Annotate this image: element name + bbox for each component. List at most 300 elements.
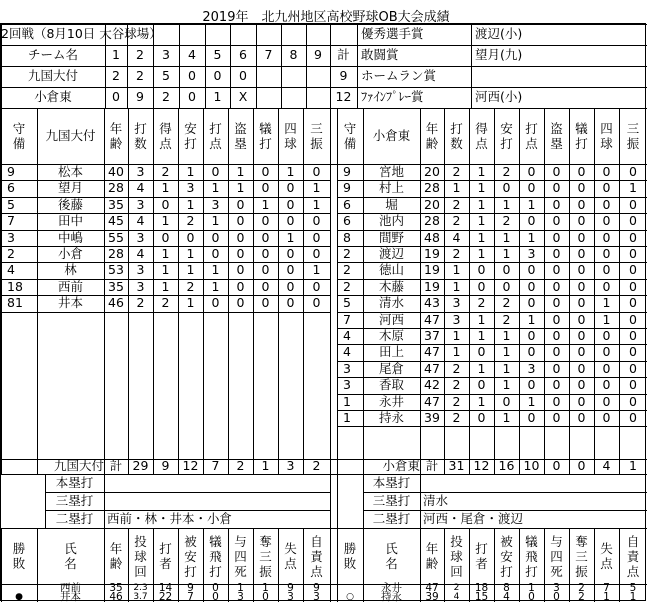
batter-stat: 0 bbox=[477, 278, 486, 294]
batter-stat: 0 bbox=[312, 213, 321, 229]
totals-value: 16 bbox=[498, 458, 515, 474]
batter-stat: 0 bbox=[211, 295, 220, 311]
stat-header bbox=[619, 108, 647, 164]
batter-stat: 1 bbox=[161, 213, 170, 229]
stat-header-char: 打 bbox=[525, 121, 538, 136]
inning-score bbox=[256, 66, 281, 87]
batter-stat: 0 bbox=[261, 278, 270, 294]
batter-pos: 3 bbox=[7, 229, 15, 245]
batter-stat: 0 bbox=[527, 295, 536, 311]
stat-header-char: 点 bbox=[475, 136, 488, 151]
batter-stat: 0 bbox=[602, 344, 611, 360]
batter-pos: 4 bbox=[343, 344, 351, 360]
batter-stat: 1 bbox=[186, 163, 195, 179]
batter-age: 47 bbox=[424, 360, 440, 376]
inning-score: 0 bbox=[188, 89, 196, 105]
pitcher-stat: 2 bbox=[578, 591, 585, 604]
pitcher-stat: 7 bbox=[603, 582, 610, 595]
pitcher-stat-header bbox=[469, 528, 494, 584]
batter-stat: 3 bbox=[136, 163, 145, 179]
batter-stat: 0 bbox=[477, 344, 486, 360]
batter-age: 28 bbox=[108, 180, 124, 196]
batter-stat: 1 bbox=[477, 229, 486, 245]
batter-stat: 0 bbox=[629, 262, 637, 278]
inning-score: 0 bbox=[239, 68, 247, 84]
batter-stat: 1 bbox=[602, 295, 611, 311]
totals-value: 2 bbox=[312, 458, 321, 474]
batter-name: 河西 bbox=[378, 311, 404, 327]
batter-stat: 0 bbox=[527, 409, 536, 425]
pos-header-char: 守 bbox=[343, 121, 357, 136]
stat-header-char: 打 bbox=[450, 121, 463, 136]
batter-stat: 0 bbox=[629, 196, 637, 212]
pitcher-age: 35 bbox=[109, 582, 123, 595]
inning-header: 1 bbox=[112, 47, 120, 63]
batter-name: 松本 bbox=[57, 163, 83, 179]
batter-stat: 1 bbox=[312, 180, 321, 196]
batter-stat: 3 bbox=[136, 262, 145, 278]
pos-header-char: 備 bbox=[12, 136, 26, 151]
stat-header-char: 安 bbox=[184, 121, 197, 136]
batter-stat: 0 bbox=[629, 295, 637, 311]
batter-pos: 9 bbox=[343, 163, 351, 179]
batter-stat: 0 bbox=[552, 213, 561, 229]
batter-stat: 4 bbox=[136, 245, 145, 261]
totals-value: 29 bbox=[132, 458, 149, 474]
pitcher-stat-header-char: 与 bbox=[550, 533, 563, 549]
batter-stat: 1 bbox=[477, 213, 486, 229]
award-value bbox=[475, 66, 647, 87]
batter-age: 35 bbox=[108, 196, 124, 212]
inning-score bbox=[256, 87, 281, 108]
batter-stat: 0 bbox=[629, 377, 637, 393]
pitcher-stat-header bbox=[519, 528, 544, 584]
totals-team-name: 小倉東 bbox=[382, 458, 420, 474]
batter-stat: 0 bbox=[629, 213, 637, 229]
batter-age: 35 bbox=[108, 278, 124, 294]
pitcher-name-header bbox=[363, 528, 420, 584]
pitcher-stat: 1 bbox=[603, 591, 610, 604]
pitcher-stat-header-char: 飛 bbox=[525, 548, 538, 564]
batter-stat: 0 bbox=[552, 311, 561, 327]
batter-stat: 0 bbox=[629, 245, 637, 261]
batter-stat: 1 bbox=[502, 327, 511, 343]
batter-stat: 0 bbox=[602, 245, 611, 261]
pitcher-ip-header-char: 投 bbox=[134, 533, 147, 549]
batter-stat: 1 bbox=[477, 393, 486, 409]
batter-pos: 7 bbox=[343, 311, 351, 327]
batter-stat: 1 bbox=[186, 262, 195, 278]
batter-stat: 0 bbox=[602, 196, 611, 212]
batter-stat: 0 bbox=[261, 229, 270, 245]
stat-header-char: 点 bbox=[159, 136, 172, 151]
pitcher-stat-header-char: 点 bbox=[284, 556, 297, 571]
totals-value: 0 bbox=[577, 458, 586, 474]
batter-name: 小倉 bbox=[57, 245, 83, 261]
inning-score: X bbox=[238, 89, 248, 105]
inning-header: 7 bbox=[264, 47, 273, 63]
batter-stat: 0 bbox=[552, 344, 561, 360]
batter-stat: 1 bbox=[527, 311, 536, 327]
batter-stat: 0 bbox=[577, 163, 586, 179]
batter-stat: 0 bbox=[602, 213, 611, 229]
batter-age: 28 bbox=[424, 213, 440, 229]
totals-value: 12 bbox=[473, 458, 490, 474]
pitcher-stat: 18 bbox=[474, 582, 489, 595]
pitcher-stat-header-char: 三 bbox=[575, 548, 588, 564]
pitcher-age-header bbox=[420, 528, 444, 584]
stat-header-char: 安 bbox=[500, 121, 513, 136]
pos-header-char: 備 bbox=[343, 136, 357, 151]
batter-stat: 0 bbox=[577, 278, 586, 294]
pitcher-stat: 4 bbox=[503, 591, 510, 604]
age-header-char: 年 bbox=[425, 121, 439, 136]
stat-header bbox=[278, 108, 303, 164]
batter-age: 39 bbox=[424, 409, 440, 425]
award-label: ホームラン賞 bbox=[361, 68, 437, 84]
pitcher-stat-header bbox=[228, 528, 253, 584]
batter-stat: 2 bbox=[502, 311, 511, 327]
pitcher-stat-header-char: 死 bbox=[550, 563, 563, 579]
extra-base-hit-players bbox=[107, 492, 330, 510]
batter-stat: 0 bbox=[629, 311, 637, 327]
batter-stat: 0 bbox=[261, 245, 270, 261]
batter-stat: 0 bbox=[261, 295, 270, 311]
batter-stat: 0 bbox=[527, 213, 536, 229]
batter-stat: 2 bbox=[452, 163, 461, 179]
batter-stat: 1 bbox=[477, 327, 486, 343]
pitcher-name: 持永 bbox=[381, 591, 402, 604]
stat-header-char: 数 bbox=[450, 136, 463, 151]
batter-stat: 3 bbox=[452, 295, 461, 311]
stat-header-char: 振 bbox=[626, 136, 640, 151]
pitcher-stat-header-char: 死 bbox=[234, 563, 247, 579]
pitcher-stat-header bbox=[594, 528, 619, 584]
stat-header-char: 点 bbox=[525, 136, 538, 151]
batter-stat: 0 bbox=[312, 229, 321, 245]
batter-age: 55 bbox=[108, 229, 124, 245]
batter-pos: 81 bbox=[7, 295, 23, 311]
batter-name: 井本 bbox=[57, 295, 83, 311]
pitcher-stat-header-char: 四 bbox=[550, 548, 563, 564]
pitcher-ip-header bbox=[128, 528, 153, 584]
linescore-total: 12 bbox=[335, 89, 352, 105]
totals-value: 4 bbox=[602, 458, 611, 474]
batter-stat: 0 bbox=[527, 180, 536, 196]
batter-stat: 2 bbox=[502, 213, 511, 229]
batter-stat: 2 bbox=[477, 295, 486, 311]
linescore-team-name: 九国大付 bbox=[27, 68, 78, 84]
batter-name: 望月 bbox=[57, 180, 83, 196]
inning-score: 2 bbox=[162, 89, 170, 105]
inning-score bbox=[306, 66, 330, 87]
batter-stat: 0 bbox=[602, 377, 611, 393]
batter-stat: 2 bbox=[452, 393, 461, 409]
batter-pos: 9 bbox=[343, 180, 351, 196]
inning-score bbox=[281, 87, 306, 108]
batter-pos: 2 bbox=[7, 245, 15, 261]
batter-stat: 1 bbox=[527, 393, 536, 409]
batter-pos: 8 bbox=[343, 229, 351, 245]
batter-name: 村上 bbox=[378, 180, 404, 196]
inning-score: 0 bbox=[112, 89, 120, 105]
stat-header bbox=[128, 108, 153, 164]
extra-base-hit-label: 三塁打 bbox=[55, 492, 94, 508]
batter-stat: 0 bbox=[602, 393, 611, 409]
batter-stat: 0 bbox=[552, 360, 561, 376]
batter-stat: 0 bbox=[629, 360, 637, 376]
stat-header-char: 盗 bbox=[550, 121, 563, 136]
batter-pos: 9 bbox=[7, 163, 15, 179]
pitcher-result-header bbox=[337, 528, 363, 584]
age-header bbox=[104, 108, 128, 164]
batter-stat: 1 bbox=[312, 262, 321, 278]
batter-stat: 0 bbox=[236, 262, 245, 278]
batter-pos: 6 bbox=[7, 180, 15, 196]
totals-label: 計 bbox=[109, 458, 123, 474]
stat-header bbox=[544, 108, 569, 164]
batter-name: 木原 bbox=[378, 327, 404, 343]
batter-stat: 0 bbox=[527, 262, 536, 278]
batter-stat: 0 bbox=[236, 295, 245, 311]
batter-stat: 3 bbox=[136, 278, 145, 294]
pitcher-result-header-char: 勝 bbox=[343, 541, 357, 556]
extra-base-hit-players: 清水 bbox=[423, 492, 449, 508]
pitcher-result: ○ bbox=[346, 592, 354, 602]
batter-stat: 2 bbox=[452, 245, 461, 261]
team-header: 九国大付 bbox=[45, 127, 96, 143]
batter-stat: 0 bbox=[552, 295, 561, 311]
pitcher-stat: 3 bbox=[287, 591, 294, 604]
batter-age: 28 bbox=[108, 245, 124, 261]
batter-stat: 0 bbox=[527, 163, 536, 179]
pitcher-result: ● bbox=[15, 592, 23, 602]
inning-score bbox=[281, 66, 306, 87]
pitcher-age: 47 bbox=[425, 582, 439, 595]
batter-stat: 3 bbox=[186, 180, 195, 196]
batter-stat: 1 bbox=[477, 245, 486, 261]
pitcher-ip-header-char: 投 bbox=[450, 533, 463, 549]
pitcher-stat: 7 bbox=[187, 591, 194, 604]
batter-stat: 0 bbox=[477, 409, 486, 425]
batter-age: 46 bbox=[108, 295, 124, 311]
stat-header-char: 犠 bbox=[575, 121, 588, 136]
batter-stat: 1 bbox=[502, 245, 511, 261]
pitcher-stat-header bbox=[303, 528, 330, 584]
pitcher-stat: 1 bbox=[237, 582, 244, 595]
pitcher-stat-header-char: 打 bbox=[209, 563, 222, 579]
batter-stat: 0 bbox=[312, 295, 321, 311]
pitcher-stat-header-char: 安 bbox=[500, 548, 513, 564]
batter-stat: 2 bbox=[452, 360, 461, 376]
batter-name: 徳山 bbox=[378, 262, 404, 278]
batter-stat: 1 bbox=[161, 245, 170, 261]
pitcher-ip-header bbox=[444, 528, 469, 584]
batter-stat: 0 bbox=[577, 262, 586, 278]
pitcher-age-header-char: 齢 bbox=[109, 556, 123, 571]
batter-stat: 0 bbox=[286, 278, 295, 294]
batter-age: 40 bbox=[108, 163, 124, 179]
batter-stat: 0 bbox=[286, 180, 295, 196]
batter-stat: 0 bbox=[261, 262, 270, 278]
batter-stat: 4 bbox=[136, 180, 145, 196]
pitcher-stat-header bbox=[569, 528, 594, 584]
inning-header: 5 bbox=[213, 47, 222, 63]
inning-score: 2 bbox=[112, 68, 120, 84]
pitcher-stat: 3 bbox=[237, 591, 244, 604]
batter-stat: 0 bbox=[602, 327, 611, 343]
pitcher-name-header-char: 氏 bbox=[385, 541, 398, 556]
batter-name: 尾倉 bbox=[378, 360, 404, 376]
pitcher-ip-header-char: 回 bbox=[134, 563, 147, 579]
pitcher-stat-header-char: 点 bbox=[310, 563, 323, 579]
pitcher-name: 西前 bbox=[60, 582, 81, 595]
batter-age: 45 bbox=[108, 213, 124, 229]
batter-stat: 0 bbox=[577, 377, 586, 393]
inning-score: 9 bbox=[136, 89, 144, 105]
inning-score bbox=[306, 87, 330, 108]
totals-value: 9 bbox=[161, 458, 170, 474]
totals-team-name: 九国大付 bbox=[53, 458, 104, 474]
age-header-char: 齢 bbox=[109, 136, 123, 151]
pitcher-stat-header-char: 責 bbox=[626, 548, 640, 564]
game-label: 2回戦（8月10日 大谷球場） bbox=[1, 25, 162, 41]
batter-stat: 0 bbox=[552, 180, 561, 196]
batter-name: 渡辺 bbox=[378, 245, 404, 261]
batter-stat: 1 bbox=[312, 196, 321, 212]
inning-header: 4 bbox=[188, 47, 196, 63]
batter-stat: 3 bbox=[452, 311, 461, 327]
batter-stat: 0 bbox=[286, 295, 295, 311]
batter-stat: 0 bbox=[552, 229, 561, 245]
pitcher-stat-header-char: 打 bbox=[159, 541, 172, 556]
batter-stat: 1 bbox=[211, 180, 220, 196]
linescore-total-header: 計 bbox=[337, 47, 350, 63]
stat-header-char: 打 bbox=[575, 136, 588, 151]
pitcher-ip: 3.7 bbox=[133, 592, 148, 602]
batter-stat: 0 bbox=[236, 278, 245, 294]
totals-value: 2 bbox=[236, 458, 245, 474]
batter-name: 間野 bbox=[378, 229, 404, 245]
award-label: 優秀選手賞 bbox=[361, 26, 424, 42]
pos-header-char: 守 bbox=[12, 121, 26, 136]
batter-stat: 1 bbox=[452, 344, 461, 360]
pitcher-stat-header-char: 自 bbox=[626, 533, 640, 549]
pitcher-stat: 3 bbox=[313, 591, 320, 604]
batter-pos: 7 bbox=[7, 213, 15, 229]
batter-stat: 0 bbox=[527, 278, 536, 294]
linescore-total: 9 bbox=[339, 68, 348, 84]
pitcher-stat: 9 bbox=[313, 582, 320, 595]
extra-base-hit-players bbox=[423, 474, 647, 492]
pitcher-stat-header-char: 振 bbox=[575, 563, 588, 579]
batter-stat: 1 bbox=[452, 262, 461, 278]
age-header bbox=[420, 108, 444, 164]
batter-stat: 0 bbox=[502, 262, 511, 278]
pitcher-stat: 0 bbox=[262, 591, 269, 604]
batter-age: 42 bbox=[424, 377, 440, 393]
pitcher-stat-header-char: 振 bbox=[259, 563, 272, 579]
batter-name: 後藤 bbox=[57, 196, 83, 212]
pitcher-stat: 9 bbox=[187, 582, 194, 595]
batter-stat: 1 bbox=[236, 163, 245, 179]
inning-score: 0 bbox=[213, 68, 222, 84]
age-header-char: 年 bbox=[109, 121, 123, 136]
batter-name: 田上 bbox=[378, 344, 404, 360]
inning-header: 3 bbox=[162, 47, 170, 63]
stat-header-char: 打 bbox=[184, 136, 197, 151]
inning-score: 5 bbox=[162, 68, 170, 84]
linescore-team-name: 小倉東 bbox=[34, 89, 72, 105]
award-label: ﾌｧｲﾝﾌﾟﾚｰ賞 bbox=[361, 89, 424, 105]
pitcher-stat-header bbox=[544, 528, 569, 584]
stat-header bbox=[253, 108, 278, 164]
batter-stat: 0 bbox=[236, 213, 245, 229]
batter-stat: 1 bbox=[161, 278, 170, 294]
batter-stat: 2 bbox=[452, 213, 461, 229]
batter-stat: 0 bbox=[577, 295, 586, 311]
batter-stat: 0 bbox=[602, 409, 611, 425]
batter-stat: 2 bbox=[502, 163, 511, 179]
award-label: 敢闘賞 bbox=[361, 47, 399, 63]
batter-stat: 1 bbox=[186, 245, 195, 261]
batter-stat: 2 bbox=[161, 295, 170, 311]
batter-stat: 0 bbox=[186, 229, 195, 245]
pitcher-stat-header-char: 三 bbox=[259, 548, 272, 564]
batter-stat: 0 bbox=[629, 344, 637, 360]
batter-stat: 1 bbox=[186, 196, 195, 212]
stat-header-char: 打 bbox=[134, 121, 147, 136]
batter-name: 中嶋 bbox=[57, 229, 83, 245]
batter-stat: 0 bbox=[211, 229, 220, 245]
batter-stat: 0 bbox=[577, 344, 586, 360]
pitcher-stat: 0 bbox=[553, 591, 560, 604]
pitcher-age-header bbox=[104, 528, 128, 584]
batter-stat: 1 bbox=[186, 295, 195, 311]
batter-pos: 4 bbox=[343, 327, 351, 343]
batter-stat: 1 bbox=[452, 180, 461, 196]
pitcher-result-header-char: 敗 bbox=[343, 556, 357, 571]
stat-header-char: 四 bbox=[284, 121, 297, 136]
batter-stat: 0 bbox=[602, 262, 611, 278]
pitcher-stat-header-char: 打 bbox=[500, 563, 513, 579]
batter-stat: 1 bbox=[629, 180, 637, 196]
batter-age: 19 bbox=[424, 262, 440, 278]
pitcher-name-header-char: 名 bbox=[385, 556, 398, 571]
batter-stat: 2 bbox=[161, 163, 170, 179]
batter-stat: 2 bbox=[136, 295, 145, 311]
batter-stat: 0 bbox=[502, 278, 511, 294]
pitcher-stat-header bbox=[253, 528, 278, 584]
stat-header-char: 数 bbox=[134, 136, 147, 151]
batter-stat: 1 bbox=[477, 196, 486, 212]
inning-score: 1 bbox=[213, 89, 222, 105]
stat-header-char: 打 bbox=[259, 136, 272, 151]
batter-stat: 0 bbox=[527, 377, 536, 393]
batter-stat: 0 bbox=[629, 229, 637, 245]
totals-value: 0 bbox=[552, 458, 561, 474]
batter-stat: 0 bbox=[161, 196, 170, 212]
pitcher-stat-header-char: 与 bbox=[234, 533, 247, 549]
pitcher-stat: 1 bbox=[629, 591, 637, 604]
totals-label: 計 bbox=[425, 458, 439, 474]
batter-stat: 0 bbox=[577, 196, 586, 212]
pitcher-ip: 2 bbox=[453, 583, 460, 593]
pitcher-result-header-char: 勝 bbox=[12, 541, 26, 556]
batter-name: 香取 bbox=[378, 377, 404, 393]
pitcher-stat-header bbox=[153, 528, 178, 584]
pitcher-ip: 2.3 bbox=[133, 583, 148, 593]
